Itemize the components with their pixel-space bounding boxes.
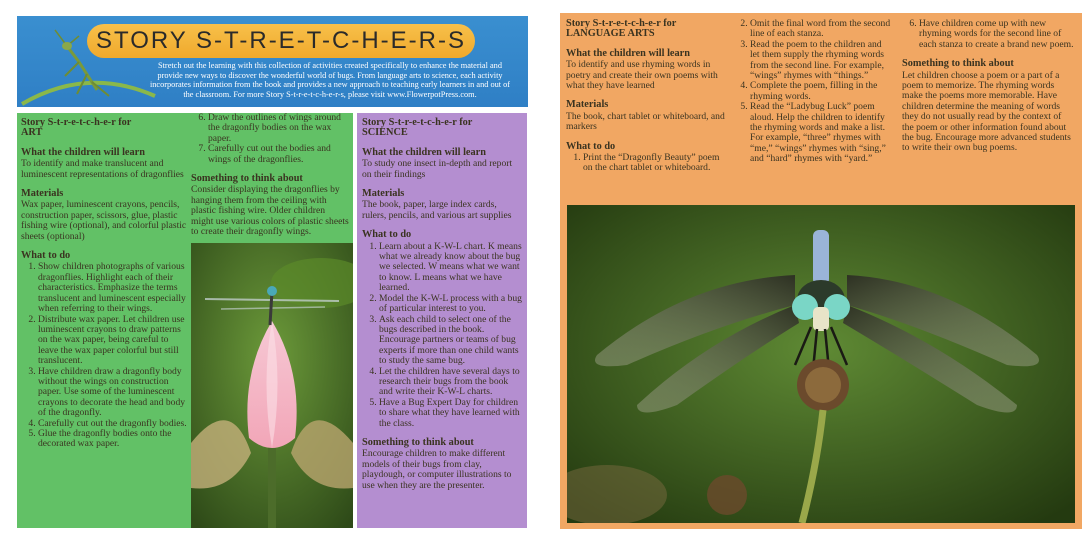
- list-item: 4. Carefully cut out the dragonfly bodies.: [38, 419, 187, 429]
- art-think-text: Consider displaying the dragonflies by hanging them from the ceiling with plastic fishing wire. Older children might use various colors of plastic sheets to create their dragonfly wings.: [191, 184, 349, 238]
- language-arts-steps-list: [566, 153, 726, 174]
- science-column: [362, 118, 522, 491]
- art-steps-list: [21, 262, 187, 449]
- list-item: 7. Carefully cut out the bodies and wings of the dragonflies.: [208, 144, 349, 165]
- art-section: [17, 113, 353, 528]
- science-think-heading: Something to think about: [362, 436, 474, 448]
- science-section: [357, 113, 527, 528]
- art-materials-text: Wax paper, luminescent crayons, pencils, construction paper, scissors, glue, plastic fishing wire (optional), and colorful plastic sheets (optional): [21, 199, 187, 242]
- page-title: STORY S-T-R-E-T-C-H-E-R-S: [95, 27, 466, 54]
- list-item: 5. Have a Bug Expert Day for children to share what they have learned with the class.: [379, 398, 522, 429]
- language-arts-heading: Story S-t-r-e-t-c-h-e-r for LANGUAGE ARTS: [566, 18, 677, 40]
- water-lily-dragonfly-photo: [191, 243, 353, 528]
- science-steps-list: [362, 242, 522, 429]
- language-arts-steps-list-continued-2: [902, 19, 1074, 50]
- science-learn-heading: What the children will learn: [362, 146, 486, 158]
- water-lily-dragonfly-image: [191, 243, 353, 528]
- language-arts-learn-text: To identify and use rhyming words in poetry and create their own poems with what they have learned: [566, 59, 718, 92]
- art-column-1: [21, 118, 187, 450]
- art-think-heading: Something to think about: [191, 173, 303, 185]
- science-think-text: Encourage children to make different models of their bugs from clay, playdough, or computer illustrations to use when they are the presenter.: [362, 448, 512, 491]
- list-item: 1. Print the “Dragonfly Beauty” poem on the chart tablet or whiteboard.: [583, 153, 726, 174]
- language-arts-steps-list-continued: [733, 19, 893, 165]
- list-item: 6. Have children come up with new rhyming words for the second line of each stanza to create a brand new poem.: [919, 19, 1074, 50]
- science-materials-text: The book, paper, large index cards, rulers, pencils, and various art supplies: [362, 199, 512, 221]
- language-arts-column-1: [566, 19, 726, 174]
- list-item: 2. Model the K-W-L process with a bug of particular interest to you.: [379, 294, 522, 315]
- science-materials-heading: Materials: [362, 188, 405, 200]
- science-heading: Story S-t-r-e-t-c-h-e-r for SCIENCE: [362, 117, 473, 139]
- art-steps-list-continued: [191, 113, 349, 165]
- language-arts-column-3: [902, 19, 1074, 154]
- language-arts-materials-text: The book, chart tablet or whiteboard, and markers: [566, 110, 725, 133]
- list-item: 2. Omit the final word from the second line of each stanza.: [750, 19, 893, 40]
- list-item: 2. Distribute wax paper. Let children use luminescent crayons to draw patterns on the wax paper, being careful to leave the wax paper colorful but still translucent.: [38, 315, 187, 367]
- language-arts-todo-heading: What to do: [566, 140, 616, 152]
- language-arts-think-text: Let children choose a poem or a part of a poem to memorize. The rhyming words make the poems more memorable. Have children determine the meaning of words they do not usually read by the context of the poem or other information found about the bug. Encourage more advanced students to write their own bug poems.: [902, 69, 1071, 154]
- art-column-2: [191, 113, 349, 237]
- language-arts-column-2: [733, 19, 893, 165]
- art-materials-heading: Materials: [21, 188, 64, 200]
- list-item: 1. Learn about a K-W-L chart. K means what we already know about the bug we selected. W means what we want to know. L means what we have learned.: [379, 242, 522, 294]
- list-item: 3. Read the poem to the children and let them supply the rhyming words from the second line. For example, “wings” rhymes with “things.”: [750, 40, 893, 82]
- list-item: 4. Let the children have several days to research their bugs from the book and write their K-W-L charts.: [379, 367, 522, 398]
- art-todo-heading: What to do: [21, 250, 71, 262]
- science-learn-text: To study one insect in-depth and report on their findings: [362, 158, 513, 180]
- list-item: 1. Show children photographs of various dragonflies. Highlight each of their characteristics. Emphasize the terms translucent and luminescent especially when referring to their wings.: [38, 262, 187, 314]
- list-item: 6. Draw the outlines of wings around the dragonfly bodies on the wax paper.: [208, 113, 349, 144]
- language-arts-materials-heading: Materials: [566, 99, 609, 111]
- list-item: 4. Complete the poem, filling in the rhyming words.: [750, 81, 893, 102]
- science-todo-heading: What to do: [362, 229, 412, 241]
- language-arts-think-heading: Something to think about: [902, 58, 1014, 70]
- art-learn-heading: What the children will learn: [21, 146, 145, 158]
- title-pill: [87, 24, 475, 58]
- list-item: 3. Have children draw a dragonfly body without the wings on construction paper. Use some of the luminescent crayons to decorate the head and body of the dragonfly.: [38, 367, 187, 419]
- list-item: 5. Glue the dragonfly bodies onto the decorated wax paper.: [38, 429, 187, 450]
- dragonfly-closeup-image: [567, 205, 1075, 523]
- language-arts-learn-heading: What the children will learn: [566, 47, 690, 59]
- art-learn-text: To identify and make translucent and luminescent representations of dragonflies: [21, 158, 184, 180]
- story-stretchers-banner: [17, 16, 528, 107]
- list-item: 3. Ask each child to select one of the bugs described in the book. Encourage partners or teams of bug experts if more than one child wants to study the same bug.: [379, 315, 522, 367]
- dragonfly-closeup-photo: [567, 205, 1075, 523]
- art-heading: Story S-t-r-e-t-c-h-e-r for ART: [21, 117, 132, 139]
- banner-intro: Stretch out the learning with this collection of activities created specifically to enhance the material and provide new ways to discover the wonderful world of bugs. From language arts to science, each activity incorporates information from the book and provides a new approach to teaching early learners in and out of the classroom. For more Story S-t-r-e-t-c-h-e-r-s, please visit www.FlowerpotPress.com.: [149, 61, 511, 99]
- list-item: 5. Read the “Ladybug Luck” poem aloud. Help the children to identify the rhyming words and make a list. For example, “three” rhymes with “me,” “wings” rhymes with “sing,” and “hard” rhymes with “yard.”: [750, 102, 893, 164]
